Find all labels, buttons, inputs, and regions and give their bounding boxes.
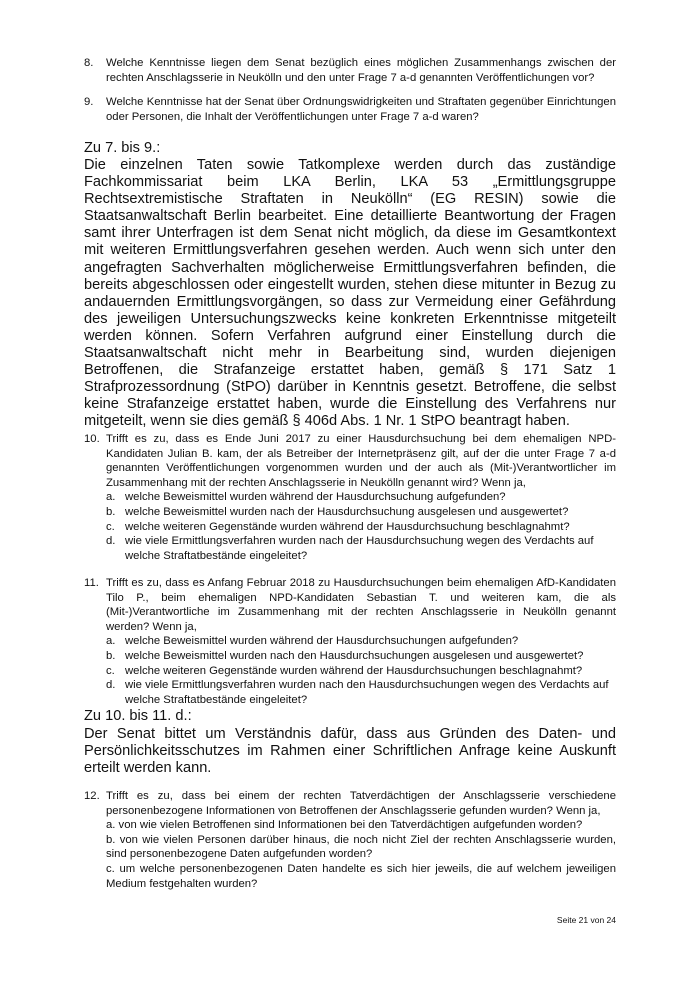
sub-letter: a. bbox=[106, 491, 116, 504]
sub-question-a bbox=[106, 818, 616, 833]
sub-question-c bbox=[106, 862, 616, 891]
sub-text: wie viele Ermittlungsverfahren wurden nach den Hausdurchsuchungen wegen des Verdachts auf welche Straftatbestände eingeleitet? bbox=[125, 679, 609, 706]
sub-question-b bbox=[106, 649, 616, 664]
question-text: Trifft es zu, dass bei einem der rechten Tatverdächtigen der Anschlagsserie verschiedene personenbezogene Informationen von Betroffenen der Anschlagsserie gefunden wurden? Wenn ja, bbox=[106, 790, 616, 817]
sub-text: c. um welche personenbezogenen Daten handelte es sich hier jeweils, die auf welchem jeweiligen Medium festgehalten wurden? bbox=[106, 862, 616, 890]
sub-text: welche Beweismittel wurden während der Hausdurchsuchungen aufgefunden? bbox=[125, 635, 519, 648]
page-number: Seite 21 von 24 bbox=[556, 915, 616, 925]
sub-text: welche Beweismittel wurden während der Hausdurchsuchung aufgefunden? bbox=[125, 491, 506, 504]
sub-question-c bbox=[106, 520, 616, 535]
question-12 bbox=[84, 789, 616, 891]
question-11 bbox=[84, 576, 616, 707]
question-number: 10. bbox=[84, 433, 100, 445]
sub-text: welche weiteren Gegenstände wurden während der Hausdurchsuchungen beschlagnahmt? bbox=[125, 664, 583, 677]
sub-question-d bbox=[106, 534, 616, 563]
sub-letter: c. bbox=[106, 520, 115, 533]
sub-letter: b. bbox=[106, 505, 116, 518]
question-9 bbox=[84, 95, 616, 124]
answer-heading-7-9: Zu 7. bis 9.: bbox=[84, 140, 161, 156]
question-number: 9. bbox=[84, 96, 94, 108]
sub-question-b bbox=[106, 505, 616, 520]
sub-letter: b. bbox=[106, 649, 116, 662]
sub-text: welche Beweismittel wurden nach der Hausdurchsuchung ausgelesen und ausgewertet? bbox=[125, 505, 569, 518]
question-10 bbox=[84, 432, 616, 563]
sub-question-b bbox=[106, 833, 616, 862]
question-number: 8. bbox=[84, 57, 94, 69]
sub-question-a bbox=[106, 490, 616, 505]
sub-letter: d. bbox=[106, 535, 116, 548]
question-8 bbox=[84, 56, 616, 85]
sub-text: a. von wie vielen Betroffenen sind Informationen bei den Tatverdächtigen aufgefunden worden? bbox=[106, 819, 583, 832]
sub-text: welche Beweismittel wurden nach den Hausdurchsuchungen ausgelesen und ausgewertet? bbox=[125, 649, 584, 662]
question-text: Trifft es zu, dass es Ende Juni 2017 zu einer Hausdurchsuchung bei dem ehemaligen NPD-Kandidaten Julian B. kam, der als Betreiber der Internetpräsenz gilt, auf der die unter Frage 7 a-d genannten Veröffentlichungen vorgenommen wurden und der auch als (Mit-)Verantwortlicher im Zusammenhang mit der rechten Anschlagsserie in Neukölln genannt wird? Wenn ja, bbox=[106, 433, 616, 489]
sub-question-a bbox=[106, 634, 616, 649]
sub-question-d bbox=[106, 678, 616, 707]
question-text: Welche Kenntnisse liegen dem Senat bezüglich eines möglichen Zusammenhangs zwischen der rechten Anschlagsserie in Neukölln und den unter Frage 7 a-d genannten Veröffentlichungen vor? bbox=[106, 57, 616, 84]
answer-text-10-11: Der Senat bittet um Verständnis dafür, dass aus Gründen des Daten- und Persönlichkeitsschutzes im Rahmen einer Schriftlichen Anfrage keine Auskunft erteilt werden kann. bbox=[84, 726, 616, 777]
answer-heading-10-11: Zu 10. bis 11. d.: bbox=[84, 708, 192, 724]
question-number: 12. bbox=[84, 790, 100, 802]
sub-text: welche weiteren Gegenstände wurden während der Hausdurchsuchung beschlagnahmt? bbox=[125, 520, 570, 533]
question-text: Trifft es zu, dass es Anfang Februar 2018 zu Hausdurchsuchungen beim ehemaligen AfD-Kandidaten Tilo P., beim ehemaligen NPD-Kandidaten Sebastian T. und weiteren kam, die als (Mit-)Verantwortliche im Zusammenhang mit der rechten Anschlagsserie in Neukölln genannt werden? Wenn ja, bbox=[106, 577, 616, 633]
sub-letter: c. bbox=[106, 664, 115, 677]
question-text: Welche Kenntnisse hat der Senat über Ordnungswidrigkeiten und Straftaten gegenüber Einrichtungen oder Personen, die Inhalt der Veröffentlichungen unter Frage 7 a-d waren? bbox=[106, 96, 616, 123]
sub-text: wie viele Ermittlungsverfahren wurden nach der Hausdurchsuchung wegen des Verdachts auf welche Straftatbestände eingeleitet? bbox=[125, 535, 594, 562]
sub-letter: a. bbox=[106, 635, 116, 648]
sub-letter: d. bbox=[106, 679, 116, 692]
sub-text: b. von wie vielen Personen darüber hinaus, die noch nicht Ziel der rechten Anschlagsserie wurden, sind personenbezogene Daten aufgefunden worden? bbox=[106, 833, 616, 861]
question-number: 11. bbox=[84, 577, 99, 589]
sub-question-c bbox=[106, 664, 616, 679]
answer-text-7-9: Die einzelnen Taten sowie Tatkomplexe werden durch das zuständige Fachkommissariat beim LKA Berlin, LKA 53 „Ermittlungsgruppe Rechtsextremistische Straftaten in Neukölln“ (EG RESIN) sowie die Staatsanwaltschaft Berlin bearbeitet. Eine detaillierte Beantwortung der Fragen samt ihrer Unterfragen ist dem Senat nicht möglich, da diese im Gesamtkontext mit weiteren Ermittlungsverfahren gesehen werden. Auch wenn sich unter den angefragten Sachverhalten möglicherweise Ermittlungsverfahren befinden, die bereits abgeschlossen oder eingestellt wurden, stehen diese mitunter in Bezug zu andauernden Ermittlungsvorgängen, so dass zur Vermeidung einer Gefährdung des jeweiligen Untersuchungszwecks keine konkreten Erkenntnisse mitgeteilt werden können. Sofern Verfahren aufgrund einer Einstellung durch die Staatsanwaltschaft nicht mehr in Bearbeitung sind, wurden diejenigen Betroffenen, die Strafanzeige erstattet haben, gemäß § 171 Satz 1 Strafprozessordnung (StPO) darüber in Kenntnis gesetzt. Betroffene, die selbst keine Strafanzeige erstattet haben, wurde die Einstellung des Verfahrens nur mitgeteilt, wenn sie dies gemäß § 406d Abs. 1 Nr. 1 StPO beantragt haben. bbox=[84, 157, 616, 430]
